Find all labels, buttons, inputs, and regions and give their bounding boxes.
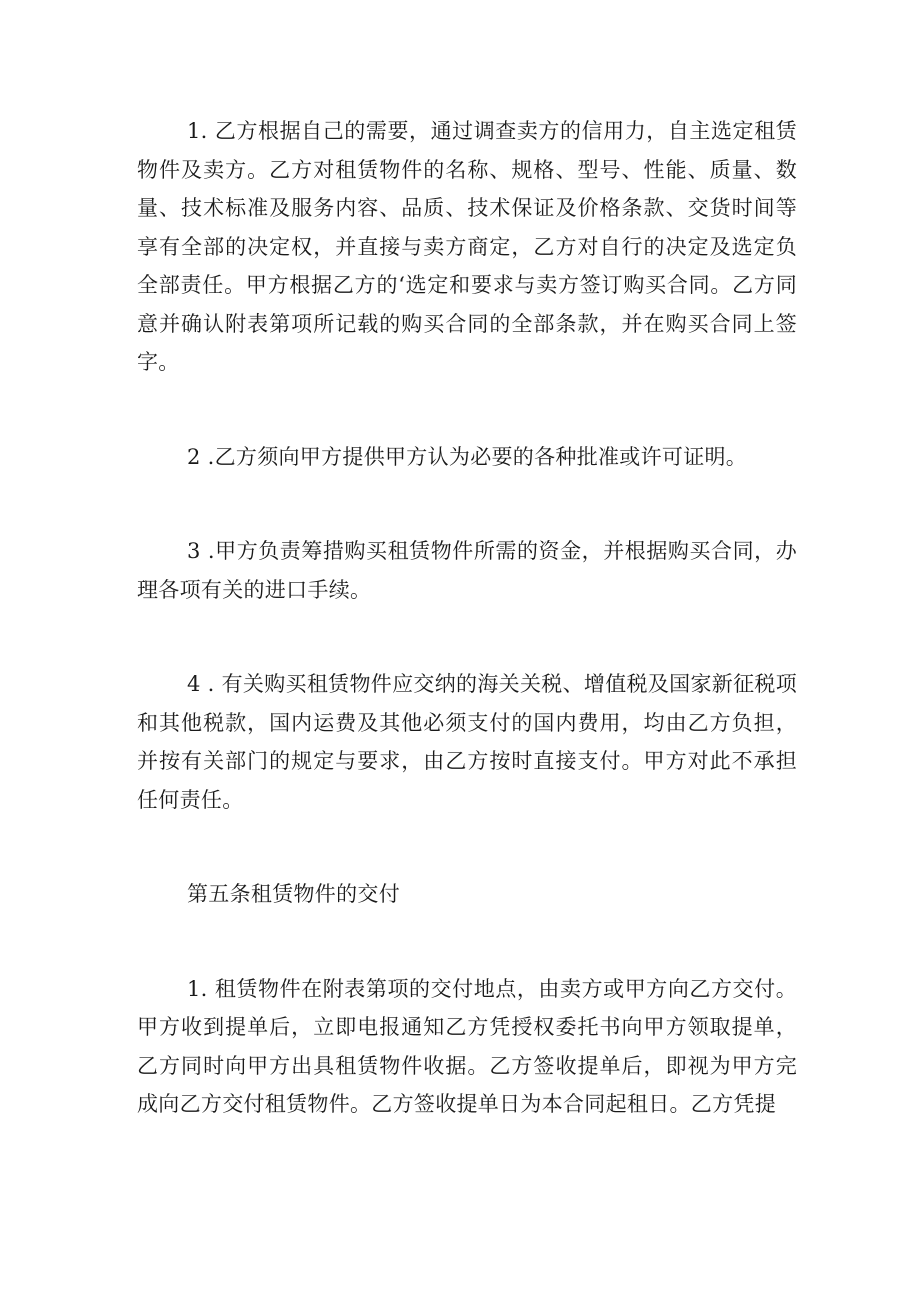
paragraph-1-seller-selection: 1. 乙方根据自己的需要，通过调查卖方的信用力，自主选定租赁物件及卖方。乙方对租赁物件的名称、规格、型号、性能、质量、数量、技术标准及服务内容、品质、技术保证及价格条款、交货时间等享有全部的决定权，并直接与卖方商定，乙方对自行的决定及选定负全部责任。甲方根据乙方的‘选定和要求与卖方签订购买合同。乙方同意并确认附表第项所记载的购买合同的全部条款，并在购买合同上签字。 — [137, 119, 797, 374]
paragraph-2-approvals: 2 .乙方须向甲方提供甲方认为必要的各种批准或许可证明。 — [187, 444, 748, 469]
document-page — [137, 112, 797, 1124]
section-heading-article-5: 第五条租赁物件的交付 — [187, 882, 400, 906]
paragraph-4-taxes: 4 . 有关购买租赁物件应交纳的海关关税、增值税及国家新征税项和其他税款，国内运费及其他必须支付的国内费用，均由乙方负担，并按有关部门的规定与要求，由乙方按时直接支付。甲方对此不承担任何责任。 — [137, 672, 797, 812]
paragraph-3-funding: 3 .甲方负责筹措购买租赁物件所需的资金，并根据购买合同，办理各项有关的进口手续。 — [137, 539, 797, 602]
paragraph-5-1-delivery: 1. 租赁物件在附表第项的交付地点，由卖方或甲方向乙方交付。甲方收到提单后，立即电报通知乙方凭授权委托书向甲方领取提单，乙方同时向甲方出具租赁物件收据。乙方签收提单后，即视为甲方完成向乙方交付租赁物件。乙方签收提单日为本合同起租日。乙方凭提 — [137, 976, 797, 1116]
